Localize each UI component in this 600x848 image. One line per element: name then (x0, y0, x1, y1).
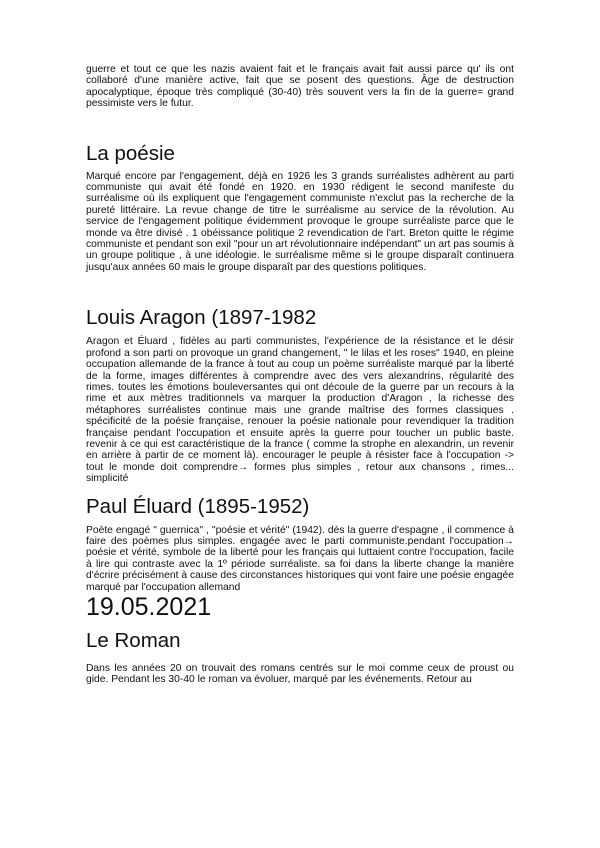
aragon-paragraph: Aragon et Éluard , fidèles au parti communistes, l'expérience de la résistance et le désir profond a son parti on provoque un grand changement, " le lilas et les roses" 1940, en pleine occupation allemande de la france à tout au coup un poème surréaliste marqué par la liberté de la forme, images différentes à comprendre avec des vers alexandrins, régularité des rimes. toutes les émotions bouleversantes qui ont découle de la guerre par un recours à la rime et aux mètres traditionnels va marquer la production d'Aragon , la richesse des métaphores surréalistes continue mais une grande maîtrise des formes classiques . spécificité de la poésie française, renouer la poésie nationale pour revendiquer la tradition française pendant l'occupation et ensuite après la guerre pour toucher un public baste. revenir à ce qui est caractéristique de la france ( comme la strophe en alexandrin, un revenir en arrière à partir de ce moment là). encourager le peuple à résister face à l'occupation -> tout le monde doit comprendre→ formes plus simples , retour aux chansons , rimes... simplicité (86, 336, 514, 485)
section-heading-eluard: Paul Éluard (1895-1952) (86, 494, 310, 518)
intro-paragraph: guerre et tout ce que les nazis avaient fait et le français avait fait aussi parce qu' ils ont collaboré d'une manière active, fait que se posent des questions. Âge de destruction apocalyptique, époque très compliqué (30-40) très souvent vers la fin de la guerre= grand pessimiste vers le futur. (86, 64, 514, 110)
eluard-paragraph: Poète engagé " guernica" , "poésie et vérité" (1942). dès la guerre d'espagne , il commence à faire des poèmes plus simples. engagée avec le parti communiste.pendant l'occupation→ poésie et vérité, symbole de la liberté pour les français qui luttaient contre l'occupation, facile à lire qui contraste avec la 1º période surréaliste. sa foi dans la liberte change la manière d'écrire précisément à cause des circonstances historiques qui vont faire une poésie engagée marqué par l'occupation allemand (86, 524, 514, 593)
section-heading-roman: Le Roman (86, 629, 181, 652)
section-heading-aragon: Louis Aragon (1897-1982 (86, 306, 317, 330)
roman-paragraph: Dans les années 20 on trouvait des romans centrés sur le moi comme ceux de proust ou gide. Pendant les 30-40 le roman va évoluer, marqué par les événements. Retour au (86, 663, 514, 686)
date-heading: 19.05.2021 (86, 593, 212, 621)
section-heading-poesie: La poésie (86, 141, 175, 165)
poesie-paragraph: Marqué encore par l'engagement, déjà en 1926 les 3 grands surréalistes adhèrent au parti communiste qui avait été fondé en 1920. en 1930 rédigent le second manifeste du surréalisme où ils expliquent que l'engagement communiste n'exclut pas la recherche de la pureté littéraire. La revue change de titre le surréalisme au service de la révolution. Au service de l'engagement politique évidemment provoque le groupe surréaliste parce que le monde va être divisé . 1 obéissance politique 2 revendication de l'art. Breton quitte le régime communiste et pendant son exil "pour un art révolutionnaire indépendant" un art pas soumis à un groupe politique , à une idéologie. le surréalisme même si le groupe disparaît continuera jusqu'aux années 60 mais le groupe disparaît par des questions politiques. (86, 170, 514, 273)
